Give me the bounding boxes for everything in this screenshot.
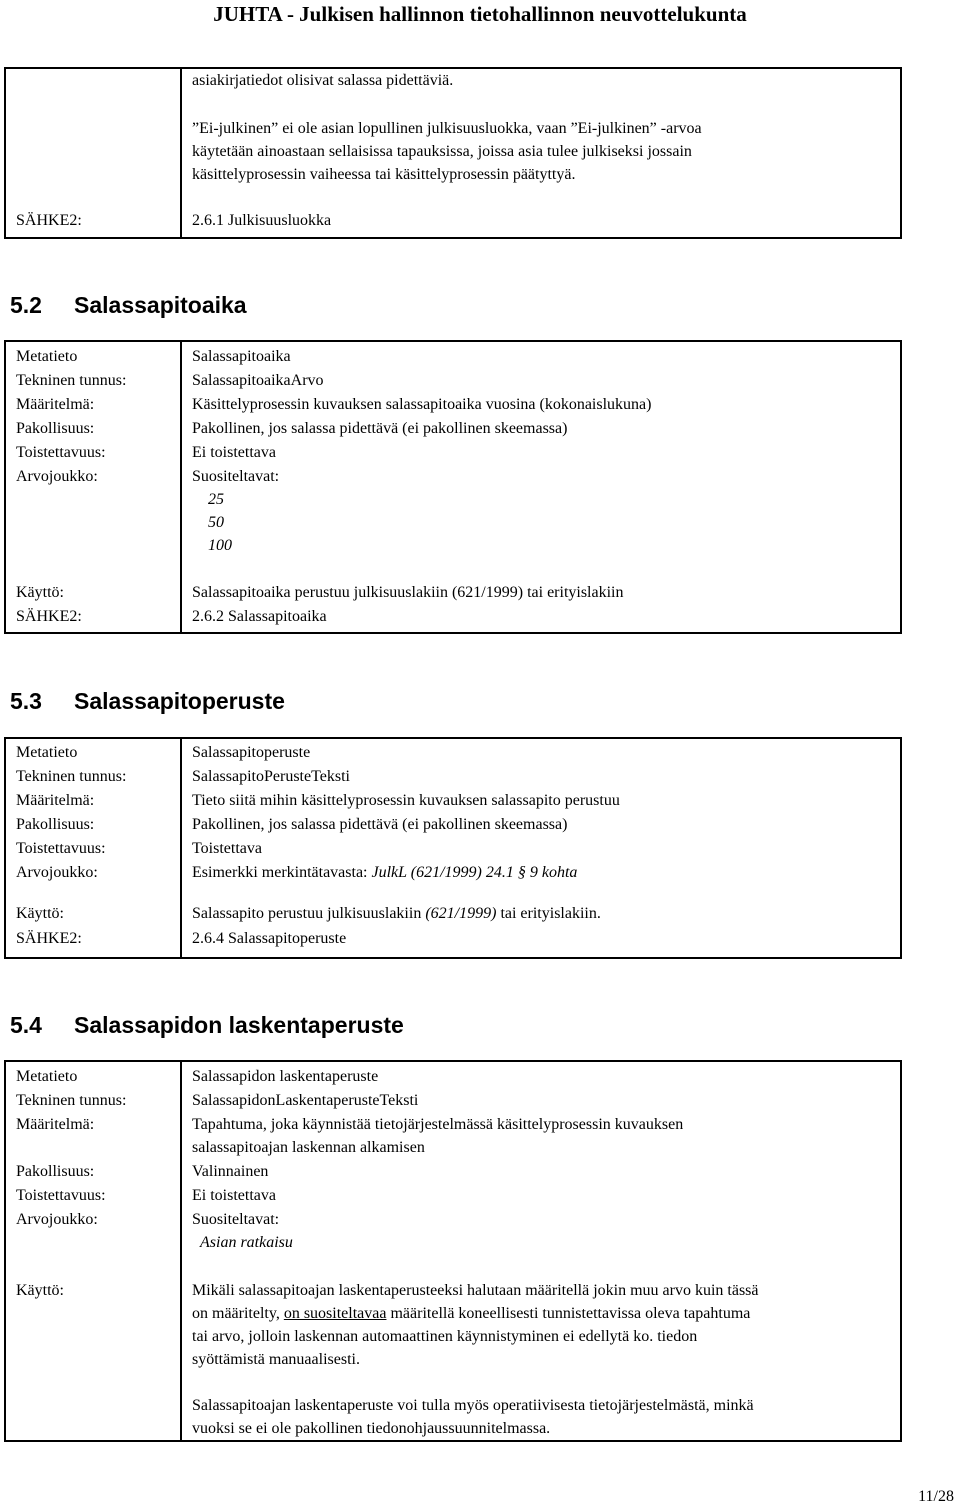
value-maaritelma: salassapitoajan laskennan alkamisen [192, 1139, 425, 1156]
value-text: tai erityislakiin. [496, 905, 601, 922]
prev-text-line: ”Ei-julkinen” ei ole asian lopullinen julkisuusluokka, vaan ”Ei-julkinen” -arvoa [192, 120, 702, 137]
section-title: Salassapitoaika [74, 292, 247, 318]
value-arvojoukko: Suositeltavat: [192, 1211, 280, 1228]
prev-text-line: käsittelyprosessin vaiheessa tai käsittelyprosessin päätyttyä. [192, 166, 576, 183]
label-sahke: SÄHKE2: [16, 930, 82, 947]
label-metatieto: Metatieto [16, 1068, 78, 1085]
label-metatieto: Metatieto [16, 348, 78, 365]
section-heading-5-4 [10, 1012, 404, 1039]
label-kaytto: Käyttö: [16, 1282, 64, 1299]
label-toistettavuus: Toistettavuus: [16, 840, 106, 857]
value-tunnus: SalassapitoaikaArvo [192, 372, 324, 389]
label-arvojoukko: Arvojoukko: [16, 468, 98, 485]
value-kaytto: tai arvo, jolloin laskennan automaattinen käynnistyminen ei edellytä ko. tiedon [192, 1328, 698, 1345]
value-tunnus: SalassapitoPerusteTeksti [192, 768, 350, 785]
label-tunnus: Tekninen tunnus: [16, 768, 127, 785]
column-divider [180, 69, 182, 237]
section-heading-5-2 [10, 292, 247, 319]
value-kaytto: Salassapitoaika perustuu julkisuuslakiin (621/1999) tai erityislakiin [192, 584, 624, 601]
value-option: Asian ratkaisu [200, 1234, 293, 1251]
value-kaytto: Salassapitoajan laskentaperuste voi tulla myös operatiivisesta tietojärjestelmästä, minkä [192, 1397, 754, 1414]
value-arvojoukko [192, 861, 577, 884]
prev-section-table [4, 67, 902, 239]
column-divider [180, 739, 182, 957]
value-option: 25 [208, 491, 224, 508]
value-maaritelma: Tieto siitä mihin käsittelyprosessin kuvauksen salassapito perustuu [192, 792, 620, 809]
value-metatieto: Salassapitoperuste [192, 744, 311, 761]
section-number: 5.4 [10, 1012, 42, 1038]
label-maaritelma: Määritelmä: [16, 792, 95, 809]
label-maaritelma: Määritelmä: [16, 396, 95, 413]
value-sahke: 2.6.2 Salassapitoaika [192, 608, 327, 625]
value-maaritelma: Käsittelyprosessin kuvauksen salassapitoaika vuosina (kokonaislukuna) [192, 396, 652, 413]
label-maaritelma: Määritelmä: [16, 1116, 95, 1133]
value-kaytto: Mikäli salassapitoajan laskentaperusteeksi halutaan määritellä jokin muu arvo kuin tässä [192, 1282, 759, 1299]
value-metatieto: Salassapitoaika [192, 348, 291, 365]
prev-text-line: asiakirjatiedot olisivat salassa pidettäviä. [192, 72, 454, 89]
value-text: määritellä koneellisesti tunnistettavissa oleva tapahtuma [386, 1305, 751, 1322]
value-kaytto: syöttämistä manuaalisesti. [192, 1351, 360, 1368]
value-toistettavuus: Ei toistettava [192, 1187, 276, 1204]
value-maaritelma: Tapahtuma, joka käynnistää tietojärjestelmässä käsittelyprosessin kuvauksen [192, 1116, 684, 1133]
value-text-underlined: on suositeltavaa [283, 1305, 387, 1322]
value-text-italic: JulkL (621/1999) 24.1 § 9 kohta [371, 864, 578, 881]
value-kaytto: vuoksi se ei ole pakollinen tiedonohjaussuunnitelmassa. [192, 1420, 551, 1437]
value-arvojoukko: Suositeltavat: [192, 468, 280, 485]
value-pakollisuus: Pakollinen, jos salassa pidettävä (ei pakollinen skeemassa) [192, 816, 568, 833]
metadata-table-5-3 [4, 737, 902, 959]
value-option: 100 [208, 537, 232, 554]
label-pakollisuus: Pakollisuus: [16, 816, 95, 833]
label-arvojoukko: Arvojoukko: [16, 1211, 98, 1228]
label-pakollisuus: Pakollisuus: [16, 420, 95, 437]
label-toistettavuus: Toistettavuus: [16, 444, 106, 461]
sahke-label: SÄHKE2: [16, 212, 82, 229]
label-arvojoukko: Arvojoukko: [16, 864, 98, 881]
value-pakollisuus: Pakollinen, jos salassa pidettävä (ei pakollinen skeemassa) [192, 420, 568, 437]
section-number: 5.2 [10, 292, 42, 318]
value-tunnus: SalassapidonLaskentaperusteTeksti [192, 1092, 419, 1109]
value-toistettavuus: Toistettava [192, 840, 262, 857]
value-toistettavuus: Ei toistettava [192, 444, 276, 461]
value-pakollisuus: Valinnainen [192, 1163, 269, 1180]
label-metatieto: Metatieto [16, 744, 78, 761]
sahke-value: 2.6.1 Julkisuusluokka [192, 212, 332, 229]
column-divider [180, 1062, 182, 1440]
section-number: 5.3 [10, 688, 42, 714]
label-pakollisuus: Pakollisuus: [16, 1163, 95, 1180]
label-sahke: SÄHKE2: [16, 608, 82, 625]
label-toistettavuus: Toistettavuus: [16, 1187, 106, 1204]
value-kaytto [192, 1302, 750, 1325]
column-divider [180, 342, 182, 632]
label-tunnus: Tekninen tunnus: [16, 372, 127, 389]
label-kaytto: Käyttö: [16, 905, 64, 922]
section-title: Salassapitoperuste [74, 688, 285, 714]
value-option: 50 [208, 514, 224, 531]
value-metatieto: Salassapidon laskentaperuste [192, 1068, 379, 1085]
value-text: Esimerkki merkintätavasta: [192, 864, 372, 881]
value-text: on määritelty, [192, 1305, 284, 1322]
page-header: JUHTA - Julkisen hallinnon tietohallinnon neuvottelukunta [213, 2, 747, 26]
metadata-table-5-4 [4, 1060, 902, 1442]
section-heading-5-3 [10, 688, 285, 715]
value-text: Salassapito perustuu julkisuuslakiin [192, 905, 426, 922]
value-text-italic: (621/1999) [425, 905, 497, 922]
section-title: Salassapidon laskentaperuste [74, 1012, 404, 1038]
prev-text-line: käytetään ainoastaan sellaisissa tapauksissa, joissa asia tulee julkiseksi jossain [192, 143, 692, 160]
page-number: 11/28 [918, 1488, 954, 1505]
metadata-table-5-2 [4, 340, 902, 634]
value-kaytto [192, 902, 601, 925]
label-tunnus: Tekninen tunnus: [16, 1092, 127, 1109]
label-kaytto: Käyttö: [16, 584, 64, 601]
value-sahke: 2.6.4 Salassapitoperuste [192, 930, 347, 947]
